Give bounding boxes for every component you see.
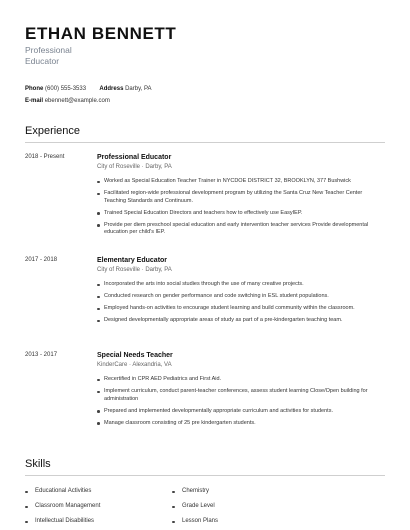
- skill-item: Chemistry: [172, 488, 209, 494]
- job-dates: 2013 - 2017: [25, 352, 58, 358]
- job-company: City of Roseville · Darby, PA: [97, 267, 172, 273]
- candidate-title-line-1: Professional: [25, 45, 72, 55]
- job-role: Professional Educator: [97, 154, 172, 161]
- job-bullet: Conducted research on gender performance and code switching in ESL student populations.: [97, 293, 385, 301]
- job-bullet: Facilitated region-wide professional development program by utilizing the Santa Cruz New Teacher Center Teaching Standards and Continuum.: [97, 190, 385, 205]
- experience-heading: Experience: [25, 125, 81, 137]
- phone-label: Phone: [25, 86, 44, 92]
- skills-heading: Skills: [25, 458, 51, 470]
- job-role: Special Needs Teacher: [97, 352, 173, 359]
- skill-item: Educational Activities: [25, 488, 91, 494]
- job-bullets: [97, 178, 385, 241]
- skill-item: Grade Level: [172, 503, 215, 509]
- job-bullets: [97, 376, 385, 432]
- skill-item: Lesson Plans: [172, 518, 218, 524]
- job-company: KinderCare · Alexandria, VA: [97, 362, 172, 368]
- job-bullet: Recertified in CPR AED Pediatrics and First Aid.: [97, 376, 385, 384]
- contact-row-2: [25, 98, 110, 104]
- job-dates: 2018 - Present: [25, 154, 65, 160]
- job-bullet: Employed hands-on activities to encourage student learning and build community within the classroom.: [97, 305, 385, 313]
- job-bullet: Implement curriculum, conduct parent-teacher conferences, assess student learning Close/Open building for administration: [97, 388, 385, 403]
- job-role: Elementary Educator: [97, 257, 168, 264]
- skills-divider: [25, 475, 385, 476]
- address-value: Darby, PA: [125, 86, 152, 92]
- job-bullet: Trained Special Education Directors and teachers how to effectively use EasyIEP.: [97, 210, 385, 218]
- job-bullet: Prepared and implemented developmentally appropriate curriculum and activities for students.: [97, 408, 385, 416]
- job-bullet: Incorporated the arts into social studies through the use of many creative projects.: [97, 281, 385, 289]
- email-value[interactable]: ebennett@example.com: [44, 98, 110, 104]
- job-bullet: Designed developmentally appropriate areas of study as part of a pre-kindergarten teaching team.: [97, 317, 385, 325]
- job-bullet: Worked as Special Education Teacher Trainer in NYCDOE DISTRICT 32, BROOKLYN, 377 Bushwick: [97, 178, 385, 186]
- skill-item: Intellectual Disabilities: [25, 518, 94, 524]
- job-bullet: Provide per diem preschool special education and early intervention teacher services Provide developmental education per child's IEP.: [97, 222, 385, 237]
- job-bullet: Manage classroom consisting of 25 pre kindergarten students.: [97, 420, 385, 428]
- job-bullets: [97, 281, 385, 329]
- experience-divider: [25, 142, 385, 143]
- job-company: City of Roseville · Darby, PA: [97, 164, 172, 170]
- job-dates: 2017 - 2018: [25, 257, 58, 263]
- address-label: Address: [99, 86, 124, 92]
- candidate-title-line-2: Educator: [25, 56, 60, 66]
- skill-item: Classroom Management: [25, 503, 100, 509]
- candidate-name: ETHAN BENNETT: [25, 24, 177, 43]
- contact-row-1: [25, 86, 152, 92]
- phone-value: (600) 555-3533: [45, 86, 87, 92]
- email-label: E-mail: [25, 98, 44, 104]
